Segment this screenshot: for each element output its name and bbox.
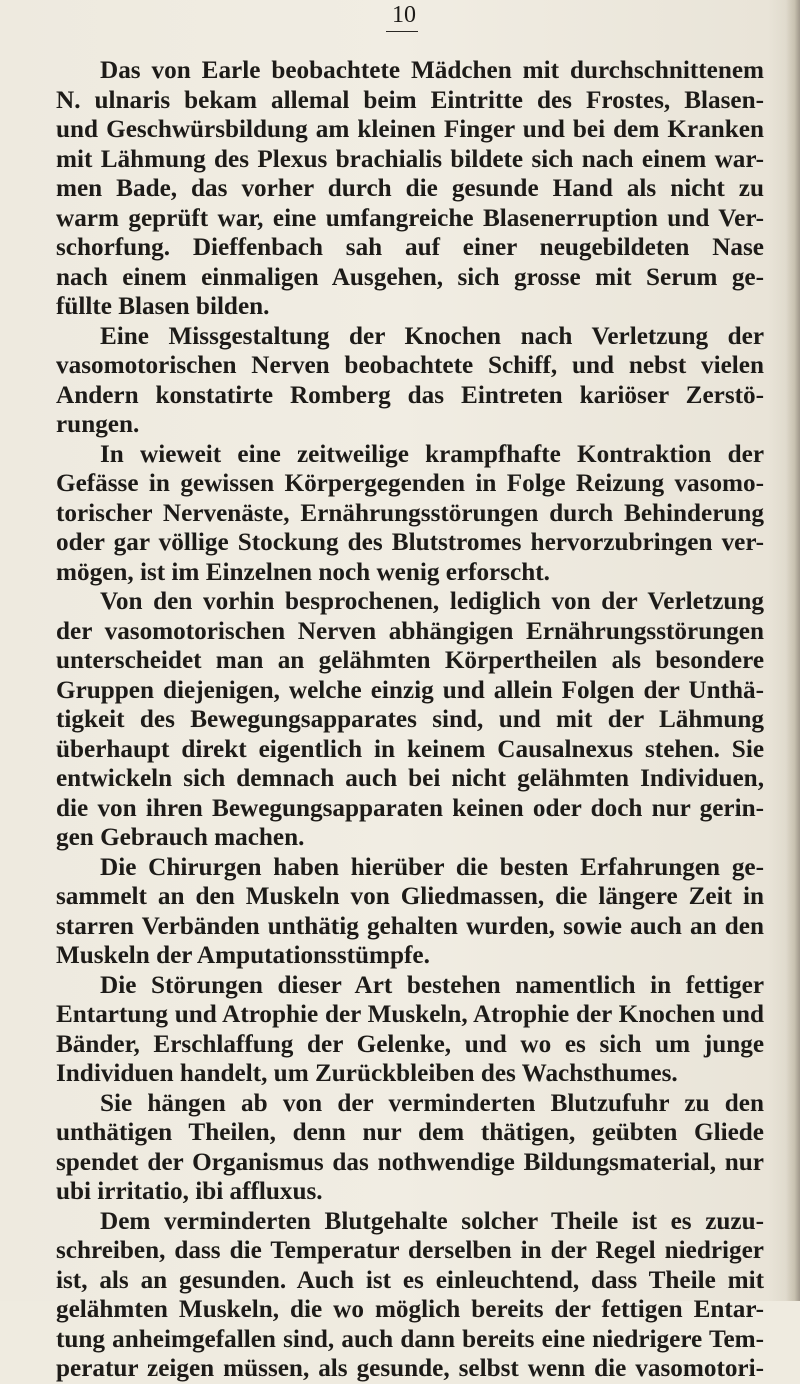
text-line: warm geprüft war, eine umfangreiche Blasenerruption und Ver- <box>56 204 764 232</box>
text-line: Eine Missgestaltung der Knochen nach Verletzung der <box>100 322 764 350</box>
text-line: men Bade, das vorher durch die gesunde Hand als nicht zu <box>56 175 764 202</box>
text-line: Die Chirurgen haben hierüber die besten Erfahrungen ge- <box>100 853 764 881</box>
text-line: Gefässe in gewissen Körpergegenden in Folge Reizung vasomo- <box>56 470 764 497</box>
text-line: Die Störungen dieser Art bestehen namentlich in fettiger <box>100 971 764 999</box>
text-line: füllte Blasen bilden. <box>56 293 270 320</box>
text-line: Sie hängen ab von der verminderten Blutzufuhr zu den <box>100 1089 764 1117</box>
text-line: Gruppen diejenigen, welche einzig und allein Folgen der Unthä- <box>56 676 764 704</box>
text-line: Von den vorhin besprochenen, lediglich von der Verletzung <box>100 588 764 615</box>
text-line: Das von Earle beobachtete Mädchen mit durchschnittenem <box>100 57 764 84</box>
text-line: und Geschwürsbildung am kleinen Finger und bei dem Kranken <box>56 116 764 143</box>
text-line: In wieweit eine zeitweilige krampfhafte Kontraktion der <box>100 440 764 468</box>
page-edge-shadow <box>786 0 800 1301</box>
text-line: starren Verbänden unthätig gehalten wurden, sowie auch an den <box>56 912 764 940</box>
text-line: Muskeln der Amputationsstümpfe. <box>56 942 430 969</box>
text-line: tigkeit des Bewegungsapparates sind, und mit der Lähmung <box>56 706 764 733</box>
text-line: oder gar völlige Stockung des Blutstromes hervorzubringen ver- <box>56 529 764 556</box>
text-line: vasomotorischen Nerven beobachtete Schiff, und nebst vielen <box>56 352 764 379</box>
text-line: Individuen handelt, um Zurückbleiben des Wachsthumes. <box>56 1060 678 1087</box>
header-rule <box>386 31 418 32</box>
text-line: nach einem einmaligen Ausgehen, sich grosse mit Serum ge- <box>56 263 764 291</box>
text-line: schreiben, dass die Temperatur derselben in der Regel niedriger <box>56 1237 764 1264</box>
text-line: die von ihren Bewegungsapparaten keinen oder doch nur gerin- <box>56 794 764 822</box>
text-line: überhaupt direkt eigentlich in keinem Causalnexus stehen. Sie <box>56 735 764 763</box>
text-line: torischer Nervenäste, Ernährungsstörungen durch Behinderung <box>56 499 764 527</box>
text-line: Dem verminderten Blutgehalte solcher Theile ist es zuzu- <box>100 1207 764 1235</box>
text-line: unterscheidet man an gelähmten Körpertheilen als besondere <box>56 647 764 674</box>
text-line: peratur zeigen müssen, als gesunde, selbst wenn die vasomotori- <box>56 1355 764 1382</box>
text-line: ist, als an gesunden. Auch ist es einleuchtend, dass Theile mit <box>56 1266 764 1294</box>
text-line: entwickeln sich demnach auch bei nicht gelähmten Individuen, <box>56 765 764 792</box>
text-line: sammelt an den Muskeln von Gliedmassen, die längere Zeit in <box>56 883 764 910</box>
text-line: schorfung. Dieffenbach sah auf einer neugebildeten Nase <box>56 234 764 261</box>
text-line: der vasomotorischen Nerven abhängigen Ernährungsstörungen <box>56 617 764 645</box>
text-line: mit Lähmung des Plexus brachialis bildete sich nach einem war- <box>56 145 764 173</box>
text-line: rungen. <box>56 411 140 438</box>
text-line: gen Gebrauch machen. <box>56 824 305 851</box>
text-line: tung anheimgefallen sind, auch dann bereits eine niedrigere Tem- <box>56 1325 764 1353</box>
text-line: ubi irritatio, ibi affluxus. <box>56 1178 323 1205</box>
text-line: mögen, ist im Einzelnen noch wenig erforscht. <box>56 558 550 586</box>
text-line: unthätigen Theilen, denn nur dem thätigen, geübten Gliede <box>56 1119 764 1146</box>
text-line: N. ulnaris bekam allemal beim Eintritte des Frostes, Blasen- <box>56 86 764 114</box>
page-number: 10 <box>392 2 416 28</box>
text-line: Entartung und Atrophie der Muskeln, Atrophie der Knochen und <box>56 1001 764 1028</box>
body-text <box>56 56 764 1384</box>
text-line: Bänder, Erschlaffung der Gelenke, und wo es sich um junge <box>56 1030 764 1058</box>
text-line: gelähmten Muskeln, die wo möglich bereits der fettigen Entar- <box>56 1296 764 1323</box>
text-line: Andern konstatirte Romberg das Eintreten kariöser Zerstö- <box>56 381 764 409</box>
text-line: spendet der Organismus das nothwendige Bildungsmaterial, nur <box>56 1148 764 1176</box>
